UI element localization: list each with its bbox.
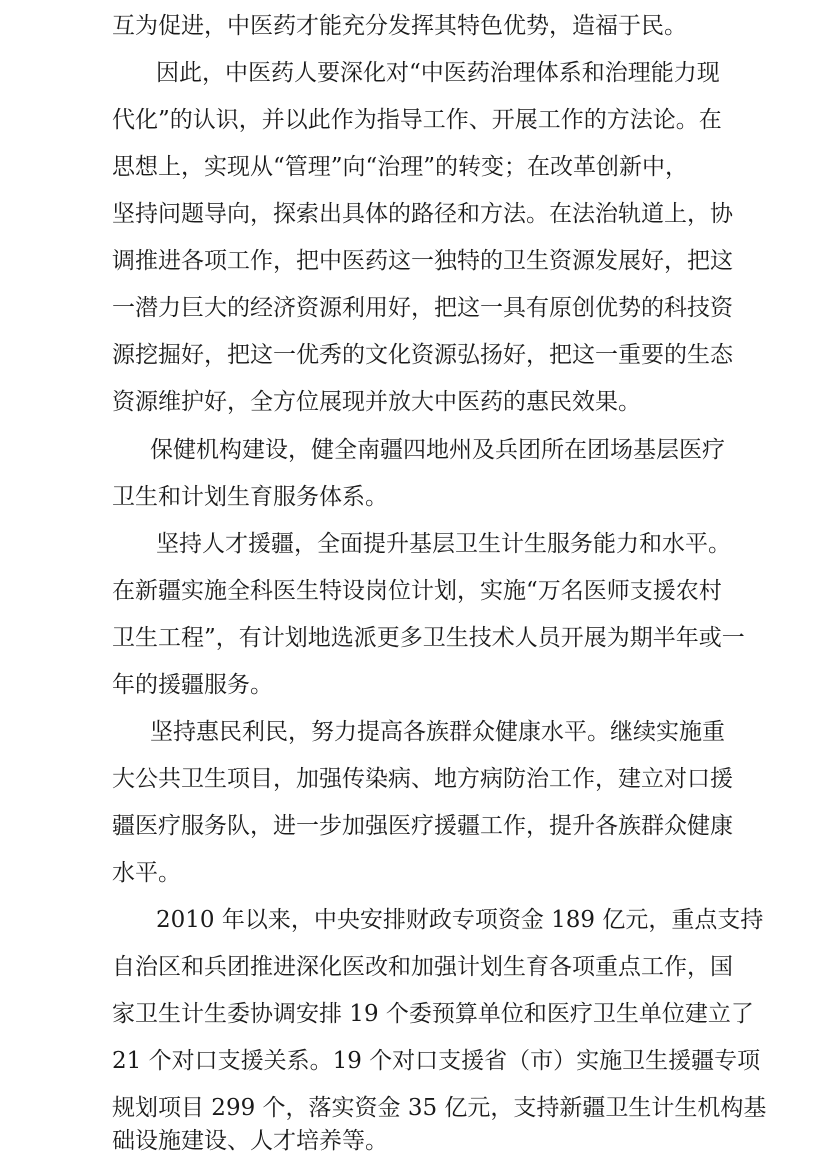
text-line: 一潜力巨大的经济资源利用好，把这一具有原创优势的科技资: [112, 295, 733, 321]
text-line: 坚持惠民利民，努力提高各族群众健康水平。继续实施重: [150, 719, 725, 745]
text-line: 年的援疆服务。: [112, 672, 273, 698]
text-line: 家卫生计生委协调安排 19 个委预算单位和医疗卫生单位建立了: [112, 1001, 754, 1027]
text-line: 代化”的认识，并以此作为指导工作、开展工作的方法论。在: [112, 107, 722, 133]
text-line: 自治区和兵团推进深化医改和加强计划生育各项重点工作，国: [112, 954, 733, 980]
text-line: 资源维护好，全方位展现并放大中医药的惠民效果。: [112, 389, 641, 415]
text-line: 源挖掘好，把这一优秀的文化资源弘扬好，把这一重要的生态: [112, 342, 733, 368]
text-line: 21 个对口支援关系。19 个对口支援省（市）实施卫生援疆专项: [112, 1048, 761, 1074]
text-line: 卫生和计划生育服务体系。: [112, 484, 388, 510]
text-line: 大公共卫生项目，加强传染病、地方病防治工作，建立对口援: [112, 766, 733, 792]
text-line: 保健机构建设，健全南疆四地州及兵团所在团场基层医疗: [150, 437, 725, 463]
text-line: 础设施建设、人才培养等。: [112, 1128, 388, 1154]
text-line: 因此，中医药人要深化对“中医药治理体系和治理能力现: [156, 60, 720, 86]
text-line: 2010 年以来，中央安排财政专项资金 189 亿元，重点支持: [156, 907, 764, 933]
text-line: 互为促进，中医药才能充分发挥其特色优势，造福于民。: [112, 13, 687, 39]
text-line: 疆医疗服务队，进一步加强医疗援疆工作，提升各族群众健康: [112, 813, 733, 839]
text-line: 水平。: [112, 860, 181, 886]
text-line: 卫生工程”，有计划地选派更多卫生技术人员开展为期半年或一: [112, 625, 745, 651]
text-line: 坚持人才援疆，全面提升基层卫生计生服务能力和水平。: [156, 531, 731, 557]
text-line: 规划项目 299 个，落实资金 35 亿元，支持新疆卫生计生机构基: [112, 1095, 767, 1121]
text-line: 在新疆实施全科医生特设岗位计划，实施“万名医师支援农村: [112, 578, 722, 604]
text-line: 坚持问题导向，探索出具体的路径和方法。在法治轨道上，协: [112, 201, 733, 227]
text-line: 调推进各项工作，把中医药这一独特的卫生资源发展好，把这: [112, 248, 733, 274]
text-line: 思想上，实现从“管理”向“治理”的转变；在改革创新中，: [112, 154, 689, 180]
